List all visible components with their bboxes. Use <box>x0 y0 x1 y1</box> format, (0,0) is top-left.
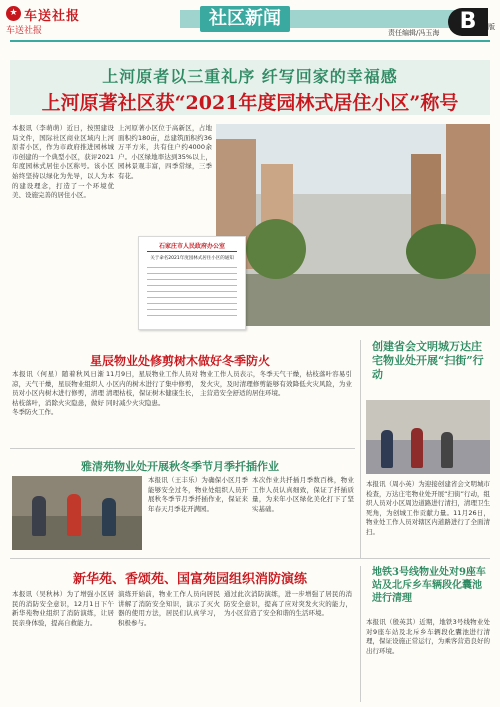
section-divider <box>10 448 355 449</box>
civility-article-photo <box>366 400 490 474</box>
metro-article-body: 本报讯（殷英其）近期，地铁3号线物业处对9座车站及北斥乡车辆段化囊池进行清理，保证设施正常运行，为乘客营造良好的出行环境。 <box>366 618 490 655</box>
document-title: 石家庄市人民政府办公室 <box>158 243 225 250</box>
logo-sub: 车送社报 <box>6 26 43 36</box>
document-heading: 关于命名2021年度园林式居住小区的通知 <box>150 256 234 261</box>
rose-article-photo <box>12 476 142 550</box>
newspaper-logo <box>6 3 106 37</box>
section-tag: 社区新闻 <box>200 6 290 32</box>
document-text-line <box>147 279 237 280</box>
tree-article-column-2: 11月9日，星辰物业工作人员对小区内的树木进行了集中修剪，清理枯枝，保证树木健康生长，同时减少火灾隐患。 <box>106 370 198 407</box>
fire-drill-column-1: 本报讯（吴秋林）为了增强小区居民的消防安全意识，12月1日下午新华苑物业组织了消防演练，让居民亲身体验，提高自救能力。 <box>12 590 114 627</box>
document-text-line <box>147 315 237 316</box>
feature-column-1: 本报讯（李萌萌）近日，按照建设局文件，国际社区商业区域内上河原者小区，作为市政府推进园林城市创建的一个典型小区，获评2021年度园林式居住小区称号。该小区始终坚持以绿化为先导，以人为本的建设理念，打造了一个环境优美、设施完善的居住小区。 <box>12 124 114 200</box>
document-text-line <box>147 291 237 292</box>
fire-drill-column-2: 演练开始前，物业工作人员向居民讲解了消防安全知识，演示了灭火器的使用方法，居民们认真学习，积极参与。 <box>118 590 220 627</box>
rose-article-column-1: 本报讯（王丰乐）为确保小区月季能够安全过冬，物业处组织人员开展秋冬季节月季扦插作业，保证来年春天月季花开满园。 <box>148 476 248 513</box>
rose-article-column-2: 本次作业共扦插月季数百株，物业工作人员认真细致，保证了扦插质量，为来年小区绿化美化打下了坚实基础。 <box>252 476 354 513</box>
person-figure <box>411 428 423 468</box>
rose-article-title: 雅清苑物业处开展秋冬季节月季扦插作业 <box>81 460 279 473</box>
government-document-image <box>138 236 246 330</box>
document-rule <box>147 251 237 252</box>
feature-banner <box>10 60 490 115</box>
section-divider <box>10 558 490 559</box>
tree-shape <box>406 224 476 279</box>
document-text-line <box>147 285 237 286</box>
tree-article-column-1: 本报讯（何星）随着秋风日渐凉，天气干燥，星辰物业组织人员对小区内树木进行修剪，清理枯枝落叶，消除火灾隐患，做好冬季防火工作。 <box>12 370 104 417</box>
page-letter: B <box>448 8 488 36</box>
page-suffix: 版 <box>488 23 495 31</box>
logo-text: 车送社报 <box>24 9 81 24</box>
feature-column-2: 上河原著小区位于高新区，占地面积约180亩，总建筑面积约36万平方米，共有住户约4000余户。小区绿地率达到35%以上，园林景观丰富，四季常绿，三季有花。 <box>118 124 212 180</box>
tree-shape <box>246 219 306 279</box>
document-text-line <box>147 267 237 268</box>
person-figure <box>381 430 393 468</box>
person-figure <box>32 496 46 536</box>
photo-ground <box>216 274 490 326</box>
header-rule <box>10 40 490 42</box>
person-figure <box>67 494 81 536</box>
civility-article-body: 本报讯（周小英）为迎接创建省会文明城市检查，万达庄宅物业处开展“扫街”行动，组织人员对小区周边道路进行清扫，清理卫生死角，为创城工作贡献力量。11月26日，物业处工作人员对辖区内道路进行了全面清扫。 <box>366 480 490 536</box>
editor-credit: 责任编辑/冯玉海 <box>388 29 440 37</box>
document-text-line <box>147 273 237 274</box>
person-figure <box>102 498 116 536</box>
document-text-line <box>147 309 237 310</box>
column-divider <box>360 566 361 702</box>
fire-drill-column-3: 通过此次消防演练，进一步增强了居民的消防安全意识，提高了应对突发火灾的能力，为小区营造了安全和谐的生活环境。 <box>224 590 352 618</box>
fire-drill-title: 新华苑、香颂苑、国富苑园组织消防演练 <box>72 572 307 587</box>
person-figure <box>441 432 453 468</box>
tree-article-column-3: 物业工作人员表示，冬季天气干燥，枯枝落叶容易引发火灾，及时清理修剪能够有效降低火灾风险，为业主营造安全舒适的居住环境。 <box>200 370 352 398</box>
column-divider <box>360 340 361 558</box>
tree-article-title: 星辰物业处修剪树木做好冬季防火 <box>89 354 270 368</box>
document-text-line <box>147 297 237 298</box>
logo-mark-icon: ★ <box>6 6 21 21</box>
feature-subtitle: 上河原者以三重礼序 纤写回家的幸福感 <box>102 67 398 86</box>
feature-title: 上河原著社区获“2021年度园林式居住小区”称号 <box>41 92 459 114</box>
document-text-line <box>147 303 237 304</box>
metro-article-title: 地铁3号线物业处对9座车站及北斥乡车辆段化囊池进行清理 <box>372 567 486 604</box>
civility-article-title: 创建省会文明城万达庄宅物业处开展“扫街”行动 <box>372 340 484 381</box>
residential-photo <box>216 124 490 326</box>
